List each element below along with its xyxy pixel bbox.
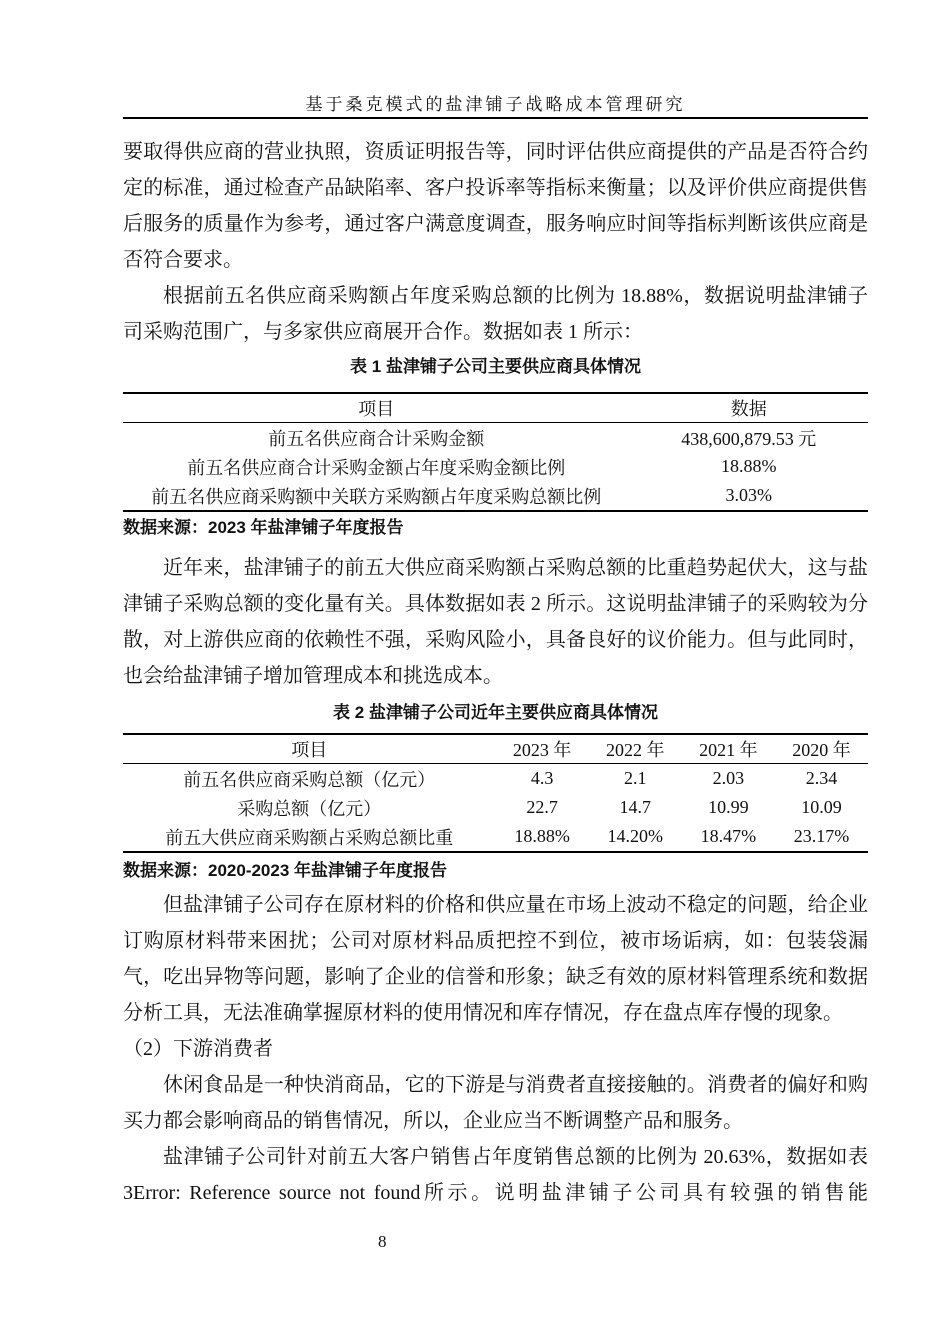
paragraph-snack-fmcg	[123, 1067, 868, 1139]
table-row	[123, 822, 868, 852]
paragraph-top5-customers	[123, 1139, 868, 1211]
table-cell: 2.34	[805, 768, 838, 788]
table2-data-source: 数据来源：2020-2023 年盐津铺子年度报告	[123, 861, 448, 880]
table2-caption: 表 2 盐津铺子公司近年主要供应商具体情况	[333, 703, 658, 722]
paragraph-line: 盐津铺子公司针对前五大客户销售占年度销售总额的比例为 20.63%，数据如表	[163, 1146, 868, 1168]
paragraph-line: 否符合要求。	[123, 249, 243, 271]
table2-column-header-2020: 2020 年	[775, 734, 868, 764]
paragraph-line: 休闲食品是一种快消商品，它的下游是与消费者直接接触的。消费者的偏好和购	[163, 1074, 868, 1096]
paragraph-line: 后服务的质量作为参考，通过客户满意度调查，服务响应时间等指标判断该供应商是	[123, 213, 868, 235]
paragraph-line: 也会给盐津铺子增加管理成本和挑选成本。	[123, 665, 503, 687]
table-cell: 采购总额（亿元）	[237, 798, 382, 819]
page-header	[123, 95, 868, 119]
table1-header-row	[123, 393, 868, 423]
table1-data-source: 数据来源：2023 年盐津铺子年度报告	[123, 518, 404, 537]
table-cell: 2.03	[712, 768, 745, 788]
paragraph-line: 买力都会影响商品的销售情况，所以，企业应当不断调整产品和服务。	[123, 1110, 743, 1132]
paragraph-line: 定的标准，通过检查产品缺陷率、客户投诉率等指标来衡量；以及评价供应商提供售	[123, 177, 868, 199]
table-cell: 前五名供应商采购额中关联方采购额占年度采购总额比例	[151, 486, 602, 507]
table-cell: 438,600,879.53 元	[681, 428, 817, 449]
table-cell: 14.7	[619, 797, 651, 817]
paragraph-line: 分析工具，无法准确掌握原材料的使用情况和库存情况，存在盘点库存慢的现象。	[123, 1002, 843, 1024]
paragraph-line: 3Error: Reference source not found所示。说明盐津铺子公司具有较强的销售能	[123, 1182, 868, 1204]
table2-recent-suppliers	[123, 733, 868, 853]
table-row	[123, 452, 868, 481]
table1-column-header-item: 项目	[123, 393, 630, 423]
paragraph-line: 气，吃出异物等问题，影响了企业的信誉和形象；缺乏有效的原材料管理系统和数据	[123, 966, 868, 988]
table-cell: 前五名供应商合计采购金额占年度采购金额比例	[187, 457, 566, 478]
table2-column-header-2022: 2022 年	[589, 734, 682, 764]
page-content	[123, 95, 868, 1211]
paragraph-line: 散，对上游供应商的依赖性不强，采购风险小，具备良好的议价能力。但与此同时，	[123, 629, 868, 651]
table-cell: 2.1	[623, 768, 647, 788]
paragraph-supplier-qualification	[123, 134, 868, 278]
table1-column-header-data: 数据	[630, 393, 868, 423]
table2-column-header-item: 项目	[123, 734, 496, 764]
table-row	[123, 423, 868, 453]
table-cell: 18.88%	[721, 456, 777, 476]
table-cell: 10.09	[801, 797, 842, 817]
table-cell: 22.7	[526, 797, 558, 817]
table-cell: 14.20%	[607, 826, 663, 846]
table-row	[123, 481, 868, 511]
table-cell: 18.47%	[700, 826, 757, 846]
paragraph-line: 要取得供应商的营业执照，资质证明报告等，同时评估供应商提供的产品是否符合约	[123, 141, 868, 163]
table-row	[123, 793, 868, 822]
table-cell: 18.88%	[514, 826, 570, 846]
table-cell: 前五名供应商合计采购金额	[268, 428, 485, 449]
running-head-title: 基于桑克模式的盐津铺子战略成本管理研究	[305, 95, 686, 114]
paragraph-top5-ratio-intro	[123, 278, 868, 350]
paragraph-line: 司采购范围广，与多家供应商展开合作。数据如表 1 所示：	[123, 321, 643, 343]
paragraph-line: 但盐津铺子公司存在原材料的价格和供应量在市场上波动不稳定的问题，给企业	[163, 894, 868, 916]
table1-caption: 表 1 盐津铺子公司主要供应商具体情况	[350, 357, 641, 376]
table-cell: 前五大供应商采购额占采购总额比重	[165, 827, 454, 848]
paragraph-line: 根据前五名供应商采购额占年度采购总额的比例为 18.88%，数据说明盐津铺子	[163, 285, 868, 307]
page-number: 8	[378, 1232, 387, 1251]
paragraph-recent-years-trend	[123, 550, 868, 694]
paragraph-line: 订购原材料带来困扰；公司对原材料品质把控不到位，被市场诟病，如：包装袋漏	[123, 930, 868, 952]
paragraph-raw-material-issues	[123, 887, 868, 1031]
table-cell: 前五名供应商采购总额（亿元）	[183, 769, 436, 790]
paragraph-line: 近年来，盐津铺子的前五大供应商采购额占采购总额的比重趋势起伏大，这与盐	[163, 557, 868, 579]
paragraph-line: 津铺子采购总额的变化量有关。具体数据如表 2 所示。这说明盐津铺子的采购较为分	[123, 593, 868, 615]
table-cell: 23.17%	[793, 826, 850, 846]
table-cell: 4.3	[530, 768, 554, 788]
table2-header-row	[123, 734, 868, 764]
table2-column-header-2021: 2021 年	[682, 734, 775, 764]
section-heading-downstream-consumers	[123, 1031, 868, 1067]
table-row	[123, 764, 868, 794]
table-cell: 10.99	[708, 797, 749, 817]
table1-main-suppliers	[123, 392, 868, 512]
section-heading-text: （2）下游消费者	[123, 1038, 273, 1060]
table2-column-header-2023: 2023 年	[496, 734, 589, 764]
table-cell: 3.03%	[725, 485, 773, 505]
